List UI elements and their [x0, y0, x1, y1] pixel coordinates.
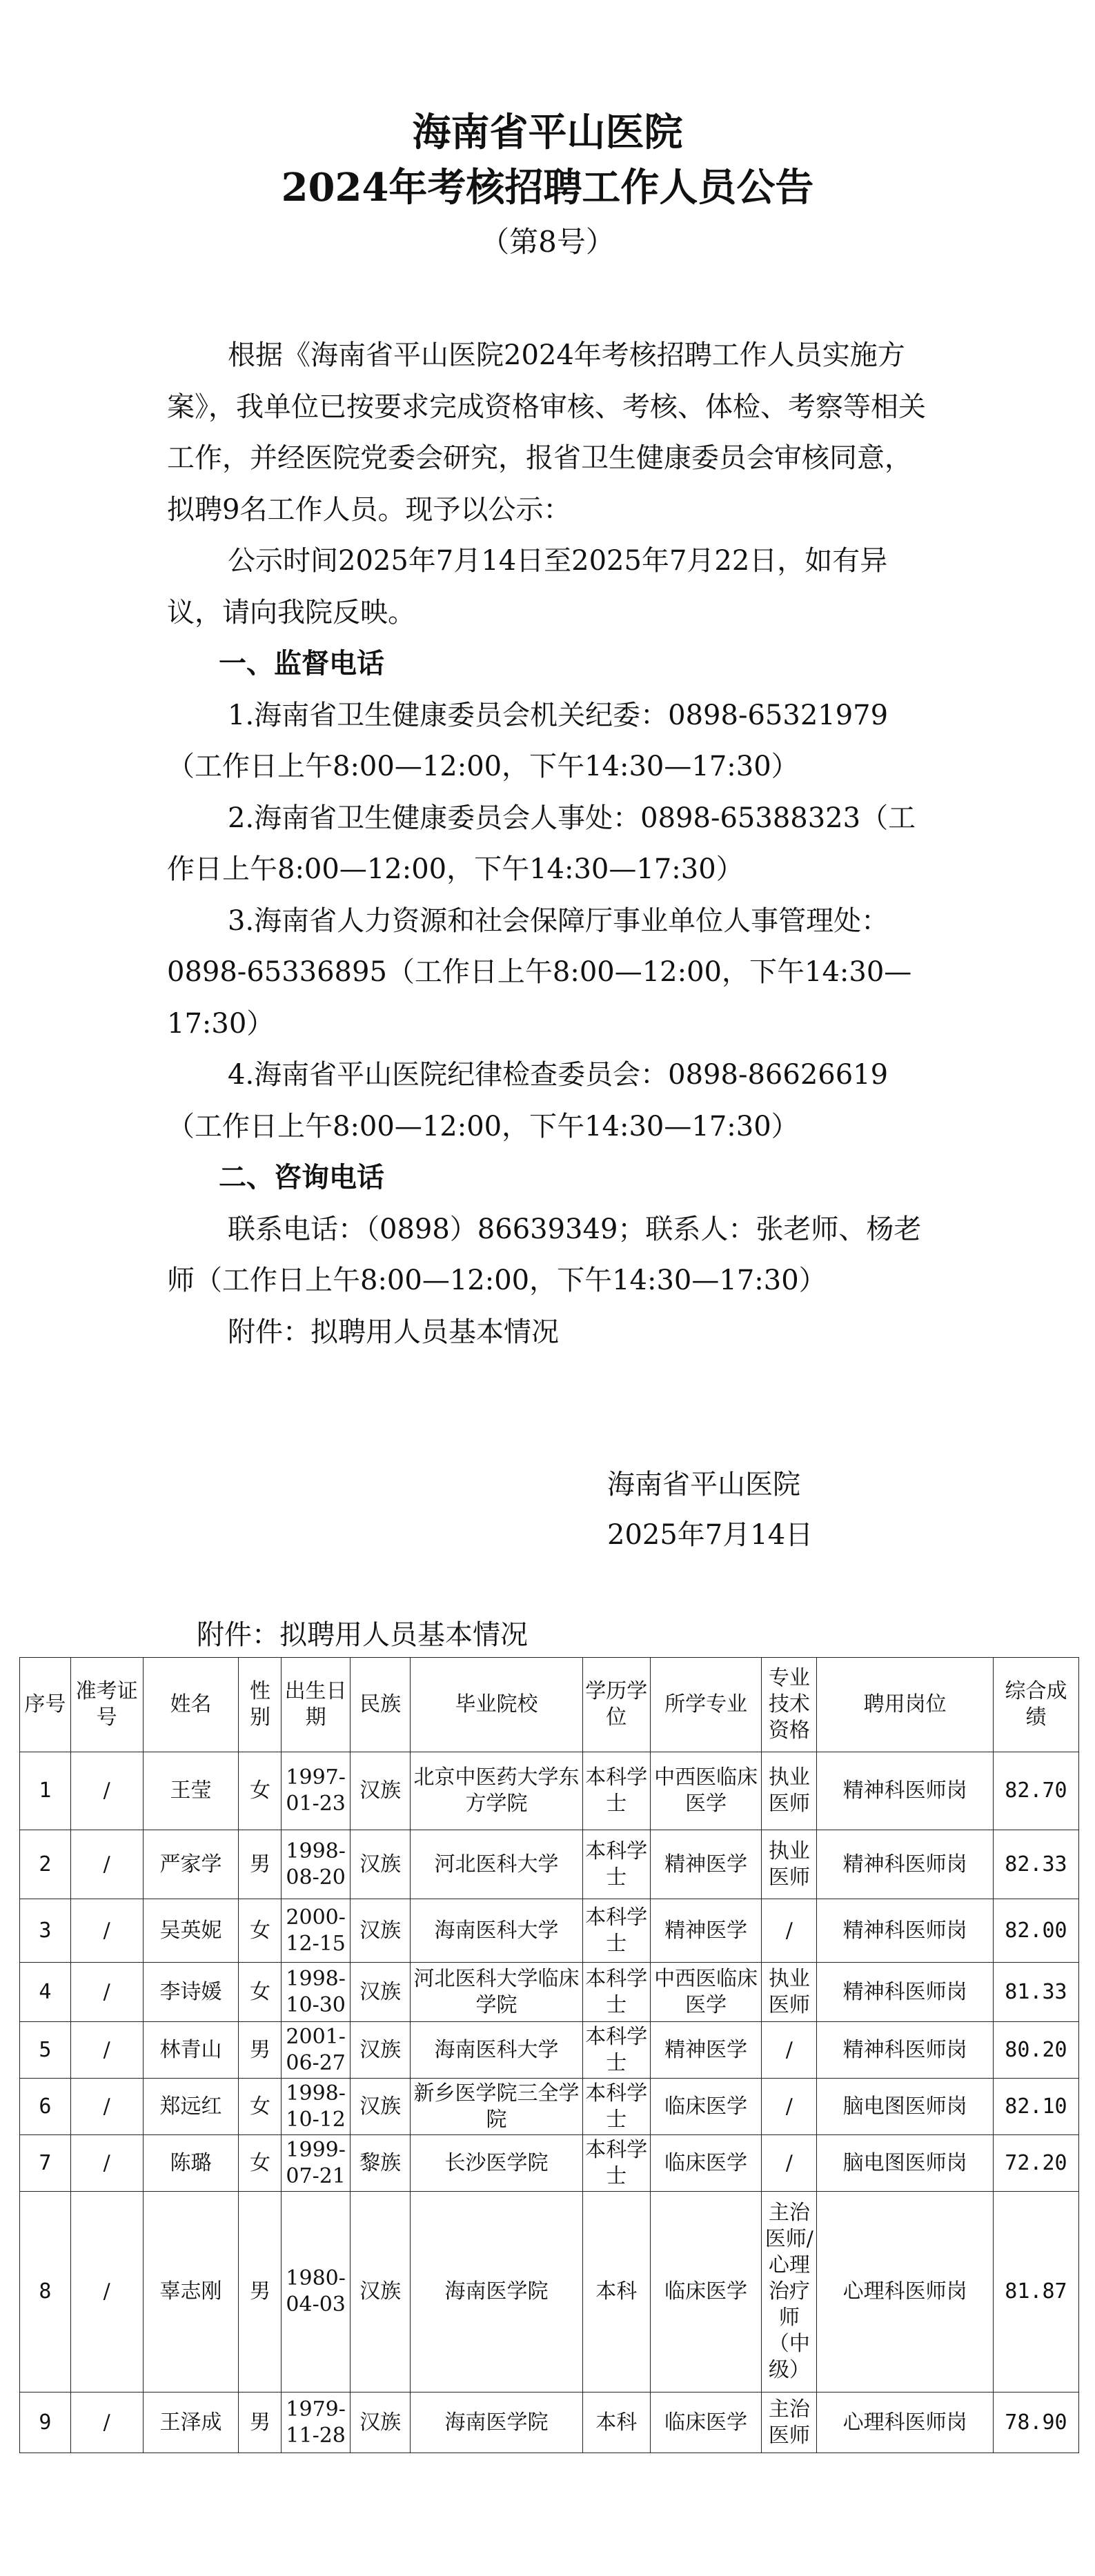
- table-cell-col-gender: 女: [239, 1963, 282, 2022]
- table-cell-col-birth-date: 1980-04-03: [282, 2192, 350, 2392]
- table-cell-col-school: 河北医科大学: [411, 1830, 582, 1899]
- table-header-col-index: 序号: [20, 1658, 71, 1752]
- table-header-col-degree: 学历学位: [582, 1658, 650, 1752]
- table-cell-col-score: 82.70: [993, 1752, 1078, 1830]
- table-cell-col-name: 严家学: [143, 1830, 239, 1899]
- table-cell-col-index: 2: [20, 1830, 71, 1899]
- table-cell-col-gender: 男: [239, 2192, 282, 2392]
- table-cell-col-name: 林青山: [143, 2022, 239, 2079]
- table-cell-col-name: 郑远红: [143, 2079, 239, 2135]
- table-cell-col-position: 脑电图医师岗: [817, 2079, 993, 2135]
- table-cell-col-major: 精神医学: [650, 1830, 761, 1899]
- table-cell-col-index: 8: [20, 2192, 71, 2392]
- table-cell-col-degree: 本科学士: [582, 2135, 650, 2192]
- table-header-col-gender: 性别: [239, 1658, 282, 1752]
- table-row: [20, 1899, 1079, 1963]
- table-header-col-ethnicity: 民族: [350, 1658, 411, 1752]
- table-cell-col-index: 1: [20, 1752, 71, 1830]
- table-cell-col-ethnicity: 汉族: [350, 1830, 411, 1899]
- table-cell-col-birth-date: 2000-12-15: [282, 1899, 350, 1963]
- table-cell-col-school: 新乡医学院三全学院: [411, 2079, 582, 2135]
- table-cell-col-score: 82.00: [993, 1899, 1078, 1963]
- table-header-col-school: 毕业院校: [411, 1658, 582, 1752]
- table-cell-col-ethnicity: 汉族: [350, 2192, 411, 2392]
- table-header-col-qualification: 专业技术资格: [762, 1658, 817, 1752]
- table-row: [20, 2022, 1079, 2079]
- table-row: [20, 2079, 1079, 2135]
- table-cell-col-degree: 本科学士: [582, 1752, 650, 1830]
- table-cell-col-position: 精神科医师岗: [817, 1899, 993, 1963]
- table-cell-col-index: 4: [20, 1963, 71, 2022]
- table-header-col-name: 姓名: [143, 1658, 239, 1752]
- table-cell-col-position: 心理科医师岗: [817, 2192, 993, 2392]
- table-cell-col-qualification: /: [762, 2135, 817, 2192]
- doc-number: （第8号）: [480, 225, 615, 259]
- table-cell-col-qualification: 主治医师/心理治疗师（中级）: [762, 2192, 817, 2392]
- table-cell-col-school: 海南医学院: [411, 2392, 582, 2453]
- table-cell-col-name: 王莹: [143, 1752, 239, 1830]
- table-header-row: [20, 1658, 1079, 1752]
- paragraph-intro: 根据《海南省平山医院2024年考核招聘工作人员实施方案》，我单位已按要求完成资格审核、考核、体检、考察等相关工作，并经医院党委会研究，报省卫生健康委员会审核同意，拟聘9名工作人员。现予以公示：: [167, 339, 926, 526]
- table-cell-col-ethnicity: 汉族: [350, 2392, 411, 2453]
- phone-item-1: 1.海南省卫生健康委员会机关纪委：0898-65321979（工作日上午8:00—12:00，下午14:30—17:30）: [167, 699, 889, 782]
- section-heading-consult: 二、咨询电话: [219, 1162, 384, 1193]
- table-cell-col-index: 9: [20, 2392, 71, 2453]
- table-header-col-score: 综合成绩: [993, 1658, 1078, 1752]
- table-cell-col-major: 精神医学: [650, 1899, 761, 1963]
- paragraph-attachment: 附件：拟聘用人员基本情况: [228, 1316, 559, 1348]
- table-cell-col-gender: 女: [239, 2079, 282, 2135]
- table-cell-col-major: 临床医学: [650, 2192, 761, 2392]
- table-cell-col-major: 中西医临床医学: [650, 1752, 761, 1830]
- table-cell-col-birth-date: 2001-06-27: [282, 2022, 350, 2079]
- table-cell-col-ethnicity: 汉族: [350, 2022, 411, 2079]
- table-cell-col-ethnicity: 汉族: [350, 1752, 411, 1830]
- table-cell-col-birth-date: 1997-01-23: [282, 1752, 350, 1830]
- table-cell-col-exam-id: /: [70, 2192, 143, 2392]
- table-cell-col-school: 河北医科大学临床学院: [411, 1963, 582, 2022]
- table-cell-col-ethnicity: 汉族: [350, 2079, 411, 2135]
- table-cell-col-qualification: 执业医师: [762, 1752, 817, 1830]
- table-cell-col-birth-date: 1998-08-20: [282, 1830, 350, 1899]
- table-cell-col-gender: 女: [239, 1752, 282, 1830]
- table-cell-col-position: 精神科医师岗: [817, 1752, 993, 1830]
- table-cell-col-score: 82.10: [993, 2079, 1078, 2135]
- table-cell-col-exam-id: /: [70, 2022, 143, 2079]
- table-cell-col-major: 中西医临床医学: [650, 1963, 761, 2022]
- signature-org: 海南省平山医院: [607, 1469, 800, 1500]
- table-cell-col-school: 长沙医学院: [411, 2135, 582, 2192]
- table-cell-col-score: 78.90: [993, 2392, 1078, 2453]
- table-cell-col-exam-id: /: [70, 1752, 143, 1830]
- table-header-col-position: 聘用岗位: [817, 1658, 993, 1752]
- paragraph-contact: 联系电话：（0898）86639349；联系人：张老师、杨老师（工作日上午8:00—12:00，下午14:30—17:30）: [167, 1213, 922, 1296]
- table-cell-col-degree: 本科学士: [582, 2022, 650, 2079]
- table-cell-col-degree: 本科学士: [582, 1963, 650, 2022]
- table-cell-col-major: 临床医学: [650, 2079, 761, 2135]
- table-cell-col-degree: 本科学士: [582, 1830, 650, 1899]
- phone-item-3: 3.海南省人力资源和社会保障厅事业单位人事管理处：0898-65336895（工作日上午8:00—12:00，下午14:30—17:30）: [167, 904, 912, 1040]
- doc-title-line2: 2024年考核招聘工作人员公告: [281, 165, 814, 210]
- table-cell-col-degree: 本科学士: [582, 2079, 650, 2135]
- table-row: [20, 1830, 1079, 1899]
- table-cell-col-qualification: 执业医师: [762, 1830, 817, 1899]
- table-cell-col-qualification: /: [762, 1899, 817, 1963]
- table-cell-col-index: 3: [20, 1899, 71, 1963]
- table-cell-col-major: 临床医学: [650, 2135, 761, 2192]
- table-cell-col-school: 北京中医药大学东方学院: [411, 1752, 582, 1830]
- table-cell-col-gender: 男: [239, 1830, 282, 1899]
- table-cell-col-exam-id: /: [70, 1899, 143, 1963]
- attachment-label: 附件：拟聘用人员基本情况: [197, 1619, 528, 1651]
- table-cell-col-position: 脑电图医师岗: [817, 2135, 993, 2192]
- table-cell-col-name: 辜志刚: [143, 2192, 239, 2392]
- table-cell-col-exam-id: /: [70, 2135, 143, 2192]
- table-cell-col-score: 82.33: [993, 1830, 1078, 1899]
- table-cell-col-exam-id: /: [70, 1963, 143, 2022]
- signature-date: 2025年7月14日: [607, 1519, 813, 1551]
- table-row: [20, 2392, 1079, 2453]
- table-cell-col-birth-date: 1979-11-28: [282, 2392, 350, 2453]
- table-cell-col-qualification: /: [762, 2022, 817, 2079]
- table-cell-col-name: 陈璐: [143, 2135, 239, 2192]
- table-cell-col-index: 6: [20, 2079, 71, 2135]
- table-cell-col-birth-date: 1998-10-12: [282, 2079, 350, 2135]
- table-cell-col-score: 72.20: [993, 2135, 1078, 2192]
- phone-item-4: 4.海南省平山医院纪律检查委员会：0898-86626619（工作日上午8:00—12:00，下午14:30—17:30）: [167, 1059, 889, 1142]
- table-cell-col-school: 海南医学院: [411, 2192, 582, 2392]
- table-cell-col-major: 精神医学: [650, 2022, 761, 2079]
- table-cell-col-position: 精神科医师岗: [817, 1963, 993, 2022]
- table-cell-col-degree: 本科学士: [582, 1899, 650, 1963]
- doc-title-line1: 海南省平山医院: [412, 110, 683, 155]
- table-cell-col-position: 心理科医师岗: [817, 2392, 993, 2453]
- table-cell-col-ethnicity: 汉族: [350, 1963, 411, 2022]
- table-cell-col-score: 81.87: [993, 2192, 1078, 2392]
- table-cell-col-gender: 女: [239, 1899, 282, 1963]
- table-row: [20, 2192, 1079, 2392]
- table-cell-col-position: 精神科医师岗: [817, 1830, 993, 1899]
- table-cell-col-exam-id: /: [70, 2079, 143, 2135]
- table-cell-col-gender: 男: [239, 2392, 282, 2453]
- table-cell-col-major: 临床医学: [650, 2392, 761, 2453]
- section-heading-supervision: 一、监督电话: [219, 648, 384, 680]
- table-cell-col-gender: 女: [239, 2135, 282, 2192]
- table-cell-col-name: 吴英妮: [143, 1899, 239, 1963]
- table-row: [20, 2135, 1079, 2192]
- table-row: [20, 1963, 1079, 2022]
- table-cell-col-exam-id: /: [70, 2392, 143, 2453]
- table-cell-col-degree: 本科: [582, 2192, 650, 2392]
- table-cell-col-ethnicity: 汉族: [350, 1899, 411, 1963]
- table-cell-col-school: 海南医科大学: [411, 1899, 582, 1963]
- paragraph-period: 公示时间2025年7月14日至2025年7月22日，如有异议，请向我院反映。: [167, 545, 888, 628]
- table-header-col-birth-date: 出生日期: [282, 1658, 350, 1752]
- table-cell-col-qualification: 执业医师: [762, 1963, 817, 2022]
- table-cell-col-index: 7: [20, 2135, 71, 2192]
- table-cell-col-birth-date: 1999-07-21: [282, 2135, 350, 2192]
- table-cell-col-birth-date: 1998-10-30: [282, 1963, 350, 2022]
- table-cell-col-score: 80.20: [993, 2022, 1078, 2079]
- phone-item-2: 2.海南省卫生健康委员会人事处：0898-65388323（工作日上午8:00—12:00，下午14:30—17:30）: [167, 802, 916, 885]
- table-header-col-exam-id: 准考证号: [70, 1658, 143, 1752]
- table-cell-col-name: 李诗媛: [143, 1963, 239, 2022]
- table-cell-col-ethnicity: 黎族: [350, 2135, 411, 2192]
- table-cell-col-score: 81.33: [993, 1963, 1078, 2022]
- table-body: [20, 1752, 1079, 2453]
- table-cell-col-qualification: 主治医师: [762, 2392, 817, 2453]
- table-cell-col-gender: 男: [239, 2022, 282, 2079]
- table-row: [20, 1752, 1079, 1830]
- table-cell-col-degree: 本科: [582, 2392, 650, 2453]
- table-cell-col-index: 5: [20, 2022, 71, 2079]
- doc-body: [167, 330, 933, 1358]
- table-cell-col-qualification: /: [762, 2079, 817, 2135]
- table-cell-col-exam-id: /: [70, 1830, 143, 1899]
- candidate-table: [19, 1657, 1079, 2453]
- table-cell-col-school: 海南医科大学: [411, 2022, 582, 2079]
- table-cell-col-name: 王泽成: [143, 2392, 239, 2453]
- table-cell-col-position: 精神科医师岗: [817, 2022, 993, 2079]
- table-header-col-major: 所学专业: [650, 1658, 761, 1752]
